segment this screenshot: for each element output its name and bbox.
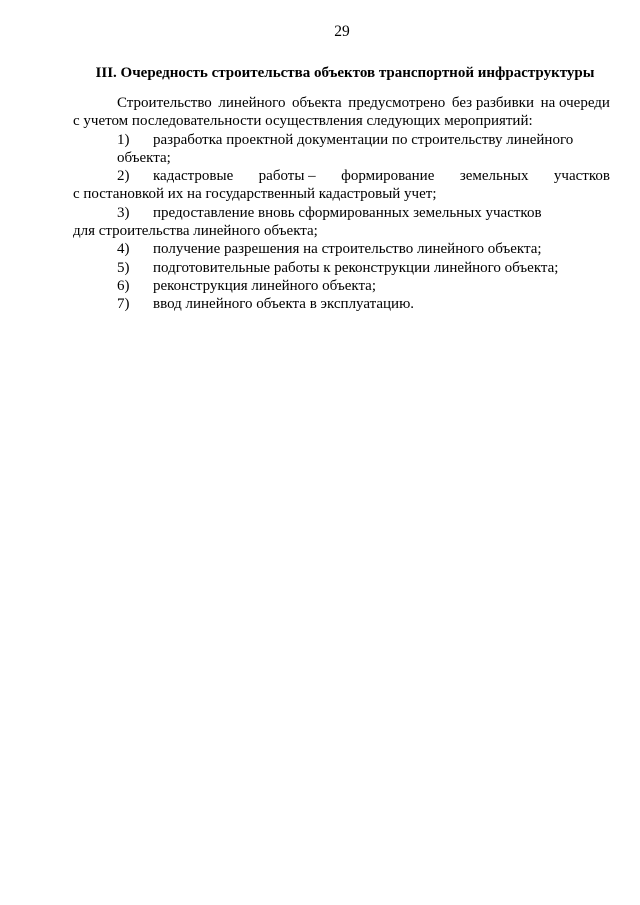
list-item-word: участков bbox=[553, 168, 610, 185]
list-item-continuation: с постановкой их на государственный кадастровый учет; bbox=[73, 186, 437, 203]
list-item-number: 4) bbox=[117, 241, 130, 258]
list-item-number: 2) bbox=[117, 168, 130, 185]
list-item bbox=[73, 167, 610, 185]
intro-word: без разбивки bbox=[451, 95, 534, 111]
intro-word: линейного bbox=[218, 95, 286, 111]
list-item-number: 6) bbox=[117, 277, 130, 294]
list-item-continuation: для строительства линейного объекта; bbox=[73, 223, 318, 240]
intro-word: предусмотрено bbox=[348, 95, 446, 111]
list-item-text: получение разрешения на строительство линейного объекта; bbox=[153, 241, 542, 258]
list-item-text: ввод линейного объекта в эксплуатацию. bbox=[153, 296, 415, 313]
list-item bbox=[73, 204, 610, 222]
list-item-number: 3) bbox=[117, 204, 130, 221]
list-item-text: предоставление вновь сформированных земельных участков bbox=[153, 204, 542, 221]
list-item bbox=[73, 131, 610, 149]
list-item-number: 7) bbox=[117, 296, 130, 313]
list-item-word: работы – bbox=[258, 168, 316, 185]
list-item-number: 1) bbox=[117, 131, 130, 148]
intro-word: на очереди bbox=[540, 95, 610, 111]
list-item-continuation: объекта; bbox=[117, 149, 171, 166]
list-item bbox=[73, 295, 610, 313]
page-number: 29 bbox=[334, 23, 350, 40]
list-item bbox=[73, 240, 610, 258]
intro-line-2: с учетом последовательности осуществления следующих мероприятий: bbox=[73, 113, 533, 130]
list-item-text: реконструкция линейного объекта; bbox=[153, 277, 377, 294]
intro-line-1 bbox=[73, 94, 610, 112]
list-item-text: подготовительные работы к реконструкции линейного объекта; bbox=[153, 259, 559, 276]
list-item-word: формирование bbox=[341, 168, 435, 185]
list-item-word: кадастровые bbox=[153, 168, 234, 185]
list-item-word: земельных bbox=[459, 168, 529, 185]
list-item-text bbox=[153, 167, 610, 185]
section-heading: III. Очередность строительства объектов транспортной инфраструктуры bbox=[95, 65, 595, 81]
list-item bbox=[73, 277, 610, 295]
list-item bbox=[73, 259, 610, 277]
list-item-text: разработка проектной документации по строительству линейного bbox=[153, 131, 574, 148]
list-item-number: 5) bbox=[117, 259, 130, 276]
document-body bbox=[73, 94, 610, 314]
intro-word: объекта bbox=[292, 95, 342, 111]
intro-word: Строительство bbox=[117, 95, 212, 111]
